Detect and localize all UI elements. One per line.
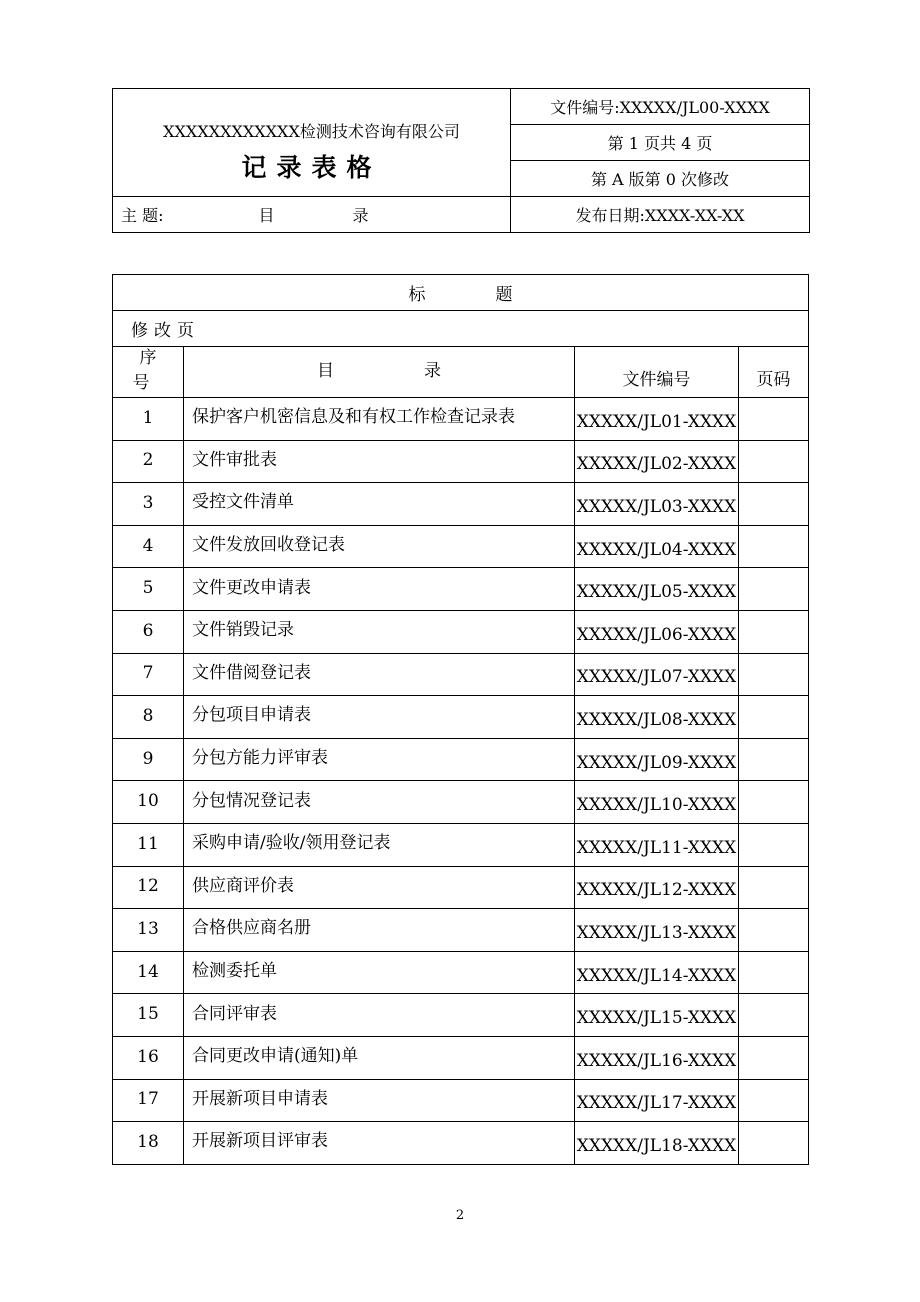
row-seq: 15 <box>137 1004 159 1025</box>
row-seq: 16 <box>137 1046 159 1067</box>
row-name-cell <box>184 738 575 781</box>
row-name-cell <box>184 483 575 526</box>
row-name: 合同评审表 <box>192 1003 277 1024</box>
company-name: XXXXXXXXXXXX检测技术咨询有限公司 <box>163 122 460 141</box>
row-code-cell <box>575 483 739 526</box>
row-name-cell <box>184 525 575 568</box>
row-code-cell <box>575 1079 739 1122</box>
row-code-cell <box>575 738 739 781</box>
table-row <box>113 1122 809 1165</box>
row-seq-cell <box>113 568 184 611</box>
row-code: XXXXX/JL17-XXXX <box>576 1093 737 1114</box>
row-page-cell <box>739 781 809 824</box>
table-row <box>113 1079 809 1122</box>
table-row <box>113 610 809 653</box>
row-name: 受控文件清单 <box>192 492 294 513</box>
row-name: 合格供应商名册 <box>192 918 311 939</box>
row-seq-cell <box>113 951 184 994</box>
row-seq-cell <box>113 738 184 781</box>
row-seq-cell <box>113 909 184 952</box>
row-page-cell <box>739 1036 809 1079</box>
row-seq: 9 <box>142 748 154 769</box>
row-name-cell <box>184 951 575 994</box>
row-name-cell <box>184 1036 575 1079</box>
table-row <box>113 1036 809 1079</box>
row-code-cell <box>575 610 739 653</box>
table-row <box>113 994 809 1037</box>
row-code-cell <box>575 696 739 739</box>
row-seq: 12 <box>137 876 159 897</box>
row-code: XXXXX/JL10-XXXX <box>576 795 737 816</box>
table-title-cell <box>113 275 809 311</box>
row-page-cell <box>739 483 809 526</box>
row-name-cell <box>184 653 575 696</box>
table-row <box>113 781 809 824</box>
table-row <box>113 866 809 909</box>
table-row <box>113 483 809 526</box>
row-code-cell <box>575 440 739 483</box>
row-name-cell <box>184 398 575 441</box>
row-code: XXXXX/JL12-XXXX <box>576 880 737 901</box>
row-seq: 11 <box>137 833 159 854</box>
row-code: XXXXX/JL13-XXXX <box>576 922 737 943</box>
row-code: XXXXX/JL14-XXXX <box>576 965 737 986</box>
row-page-cell <box>739 696 809 739</box>
row-page-cell <box>739 738 809 781</box>
row-seq: 17 <box>137 1089 159 1110</box>
row-page-cell <box>739 525 809 568</box>
catalog-table <box>112 274 809 1165</box>
row-name-cell <box>184 909 575 952</box>
row-code-cell <box>575 1036 739 1079</box>
row-code-cell <box>575 398 739 441</box>
table-row <box>113 823 809 866</box>
form-title: 记录表格 <box>241 153 382 182</box>
row-name: 检测委托单 <box>192 961 277 982</box>
row-seq-cell <box>113 398 184 441</box>
table-row <box>113 909 809 952</box>
row-name-cell <box>184 696 575 739</box>
row-name: 采购申请/验收/领用登记表 <box>192 833 391 854</box>
row-code: XXXXX/JL09-XXXX <box>576 752 737 773</box>
row-name: 文件审批表 <box>192 449 277 470</box>
subject-cell <box>113 197 511 233</box>
row-name: 开展新项目申请表 <box>192 1088 328 1109</box>
page-info-cell <box>511 125 810 161</box>
row-code: XXXXX/JL06-XXXX <box>576 624 737 645</box>
row-seq-cell <box>113 696 184 739</box>
row-name: 开展新项目评审表 <box>192 1131 328 1152</box>
row-seq-cell <box>113 994 184 1037</box>
row-name-cell <box>184 568 575 611</box>
row-seq: 2 <box>142 450 154 471</box>
row-seq-cell <box>113 823 184 866</box>
row-page-cell <box>739 994 809 1037</box>
release-date: 发布日期:XXXX-XX-XX <box>575 206 745 225</box>
row-page-cell <box>739 823 809 866</box>
row-name: 文件借阅登记表 <box>192 662 311 683</box>
row-name: 分包方能力评审表 <box>192 748 328 769</box>
file-number-cell <box>511 89 810 125</box>
row-seq-cell <box>113 1079 184 1122</box>
row-seq: 1 <box>142 407 154 428</box>
row-page-cell <box>739 909 809 952</box>
row-code: XXXXX/JL16-XXXX <box>576 1050 737 1071</box>
row-code-cell <box>575 866 739 909</box>
row-seq-cell <box>113 653 184 696</box>
column-header-name: 目录 <box>184 347 575 398</box>
revision-page-label: 修改页 <box>131 321 200 341</box>
version-info: 第 A 版第 0 次修改 <box>590 170 730 189</box>
row-name-cell <box>184 610 575 653</box>
row-seq-cell <box>113 1122 184 1165</box>
release-date-cell <box>511 197 810 233</box>
row-page-cell <box>739 866 809 909</box>
row-code-cell <box>575 1122 739 1165</box>
row-code-cell <box>575 781 739 824</box>
row-code: XXXXX/JL04-XXXX <box>576 539 737 560</box>
row-page-cell <box>739 568 809 611</box>
page-info: 第 1 页共 4 页 <box>607 134 713 153</box>
row-seq-cell <box>113 781 184 824</box>
company-title-cell <box>113 89 511 197</box>
table-row <box>113 525 809 568</box>
version-cell <box>511 161 810 197</box>
table-row <box>113 738 809 781</box>
row-code: XXXXX/JL08-XXXX <box>576 709 737 730</box>
row-code: XXXXX/JL07-XXXX <box>576 667 737 688</box>
row-seq-cell <box>113 440 184 483</box>
row-page-cell <box>739 398 809 441</box>
row-seq-cell <box>113 1036 184 1079</box>
table-row <box>113 951 809 994</box>
row-seq: 10 <box>137 791 159 812</box>
table-row <box>113 440 809 483</box>
row-page-cell <box>739 1079 809 1122</box>
page-number: 2 <box>455 1208 465 1223</box>
table-row <box>113 653 809 696</box>
row-name: 文件销毁记录 <box>192 620 294 641</box>
row-code: XXXXX/JL18-XXXX <box>576 1135 737 1156</box>
row-seq-cell <box>113 866 184 909</box>
row-seq: 5 <box>142 578 154 599</box>
file-number: 文件编号:XXXXX/JL00-XXXX <box>550 98 770 117</box>
row-seq-cell <box>113 525 184 568</box>
row-name-cell <box>184 823 575 866</box>
row-name-cell <box>184 994 575 1037</box>
row-page-cell <box>739 653 809 696</box>
row-page-cell <box>739 951 809 994</box>
row-code-cell <box>575 525 739 568</box>
row-code-cell <box>575 994 739 1037</box>
table-row <box>113 696 809 739</box>
row-name: 文件发放回收登记表 <box>192 535 345 556</box>
row-name-cell <box>184 781 575 824</box>
row-code-cell <box>575 823 739 866</box>
table-title: 标题 <box>408 285 583 305</box>
row-seq-cell <box>113 610 184 653</box>
table-row <box>113 398 809 441</box>
row-code: XXXXX/JL05-XXXX <box>576 582 737 603</box>
row-seq: 3 <box>142 492 154 513</box>
row-code-cell <box>575 909 739 952</box>
row-code-cell <box>575 951 739 994</box>
row-name: 分包情况登记表 <box>192 790 311 811</box>
row-code-cell <box>575 568 739 611</box>
row-name-cell <box>184 1122 575 1165</box>
column-header-page: 页码 <box>739 347 809 398</box>
row-code: XXXXX/JL01-XXXX <box>576 411 737 432</box>
row-name-cell <box>184 440 575 483</box>
row-code-cell <box>575 653 739 696</box>
row-page-cell <box>739 610 809 653</box>
row-seq: 7 <box>142 663 154 684</box>
row-seq: 13 <box>137 918 159 939</box>
row-code: XXXXX/JL11-XXXX <box>576 837 737 858</box>
row-code: XXXXX/JL02-XXXX <box>576 454 737 475</box>
subject-value: 目录 <box>258 206 447 225</box>
table-row <box>113 568 809 611</box>
row-seq: 14 <box>137 961 159 982</box>
column-header-seq: 序号 <box>113 347 184 398</box>
column-header-code: 文件编号 <box>575 347 739 398</box>
row-seq: 6 <box>142 620 154 641</box>
row-name-cell <box>184 866 575 909</box>
revision-page-cell <box>113 311 809 347</box>
subject-label: 主 题: <box>121 206 164 225</box>
row-name: 保护客户机密信息及和有权工作检查记录表 <box>192 407 515 428</box>
row-seq: 4 <box>142 535 154 556</box>
row-code: XXXXX/JL15-XXXX <box>576 1008 737 1029</box>
row-code: XXXXX/JL03-XXXX <box>576 496 737 517</box>
row-name: 文件更改申请表 <box>192 577 311 598</box>
row-name-cell <box>184 1079 575 1122</box>
row-seq: 8 <box>142 705 154 726</box>
row-name: 合同更改申请(通知)单 <box>192 1046 359 1067</box>
row-name: 供应商评价表 <box>192 875 294 896</box>
row-page-cell <box>739 440 809 483</box>
row-seq-cell <box>113 483 184 526</box>
row-name: 分包项目申请表 <box>192 705 311 726</box>
row-page-cell <box>739 1122 809 1165</box>
row-seq: 18 <box>137 1131 159 1152</box>
document-header-table <box>112 88 810 233</box>
